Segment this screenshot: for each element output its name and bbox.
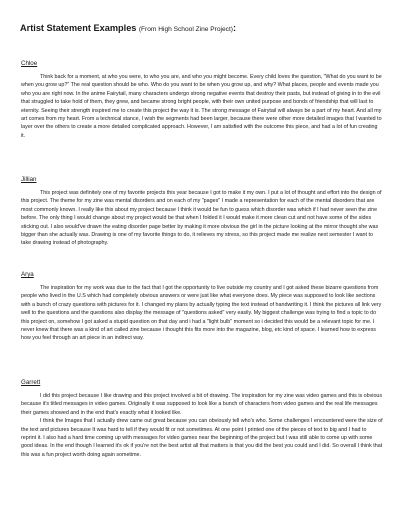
- statement-section-arya: [21, 271, 383, 343]
- statement-paragraph: The inspiration for my work was due to the fact that I got the opportunity to live outside my country and I got asked these bizarre questions from people who lived in the U.S which had completely obvious answers or were just like what everyone does. My piece was supposed to look like sections with a bunch of crazy questions with pictures for it. I changed my plans by actually typing the text instead of handwriting it. I think the pictures all link very well to the questions and the questions also display the message of "questions asked" very easily. My biggest challenge was trying to find a topic to do this project on, somehow I got asked a stupid question on that day and i had a "light bulb" moment so i decided this would be a relevant topic for me. I never knew that there was a kind of art called zine because i thought this fits more into the magazine, blog, etc kind of space. I learned how to express how you feel through an art piece in an indirect way.: [21, 285, 382, 342]
- statement-section-jillian: [21, 176, 383, 248]
- author-name: Arya: [21, 271, 34, 278]
- author-name: Garrett: [21, 379, 41, 386]
- document-title: [20, 23, 390, 35]
- author-name: Jillian: [21, 176, 37, 183]
- statement-paragraph: I did this project because I like drawing and this project involved a bit of drawing. The inspiration for my zine was video games and this is obvious because it's titled messages in video games. Originally it was supposed to look like a bunch of characters from video games and the real life messages their games showed and in the end that's exactly what it looked like.: [21, 393, 383, 416]
- author-name: Chloe: [21, 60, 38, 67]
- statement-paragraph: This project was definitely one of my favorite projects this year because I got to make it my own. I put a lot of thought and effort into the design of this project. The theme for my zine was mental disorders and on each of my "pages" I made a representation for each of the mental disorders that are most commonly known. I really like this about my project because I think it would be fun to guess which disorder was which if I had never seen the zine before. The only thing I would change about my project would be that when I folded it I would make it more clean cut and not have some of the sides sticking out. I also would've drawn the eating disorder page better by making it more obvious the girl in the picture looking at the mirror thought she was bigger than she actually was. Drawing is one of my favorite things to do, it relieves my stress, so this project made me realize next semester I want to take drawing instead of photography.: [21, 190, 382, 247]
- statement-paragraph: I think the Images that I actually drew came out great because you can obviously tell who's who. Some challenges I encountered were the size of the text and pictures because It was hard to tell if they would fit or not sometimes. At one point I printed one of the pieces of text to big and I had to reprint it. I also had a hard time coming up with messages for video games near the beginning of the project but I was still able to come up with some good ideas. In the end though I learned it's ok if you're not the best artist all that matters is that you did the best you could and I did. So overall I think that this was a fun project worth doing again sometime.: [21, 418, 383, 458]
- statement-section-garrett: [21, 379, 383, 459]
- title-main: Artist Statement Examples: [20, 23, 137, 33]
- title-colon: :: [233, 23, 237, 33]
- statement-paragraph: Think back for a moment, at who you were, to who you are, and who you might become. Every child loves the question, "What do you want to be when you grow up?" The real question should be who. Who do you want to be when you grow up, and why? What places, people and events made you who you are right now. In the anime Fairytail, many characters undergo strong negative events that destroy their pasts, but instead of giving in to the evil that struggled to take hold of them, they grew, and became strong bright people, with their own united purpose and bonds of friendship that will last to eternity. Seeing their strength inspired me to create this project the way it is. The strong message of Fairytail will always be a part of my heart. And all my art comes from my heart. From a technical stance, I wish the segments had been larger, because there were other more detailed images that I wanted to layer over the others to create a more detailed complicated approach. However, I am satisfied with the outcome this piece, and had a lot of fun creating it.: [21, 74, 382, 139]
- title-subtitle: (From High School Zine Project): [138, 26, 233, 33]
- statement-section-chloe: [21, 60, 383, 140]
